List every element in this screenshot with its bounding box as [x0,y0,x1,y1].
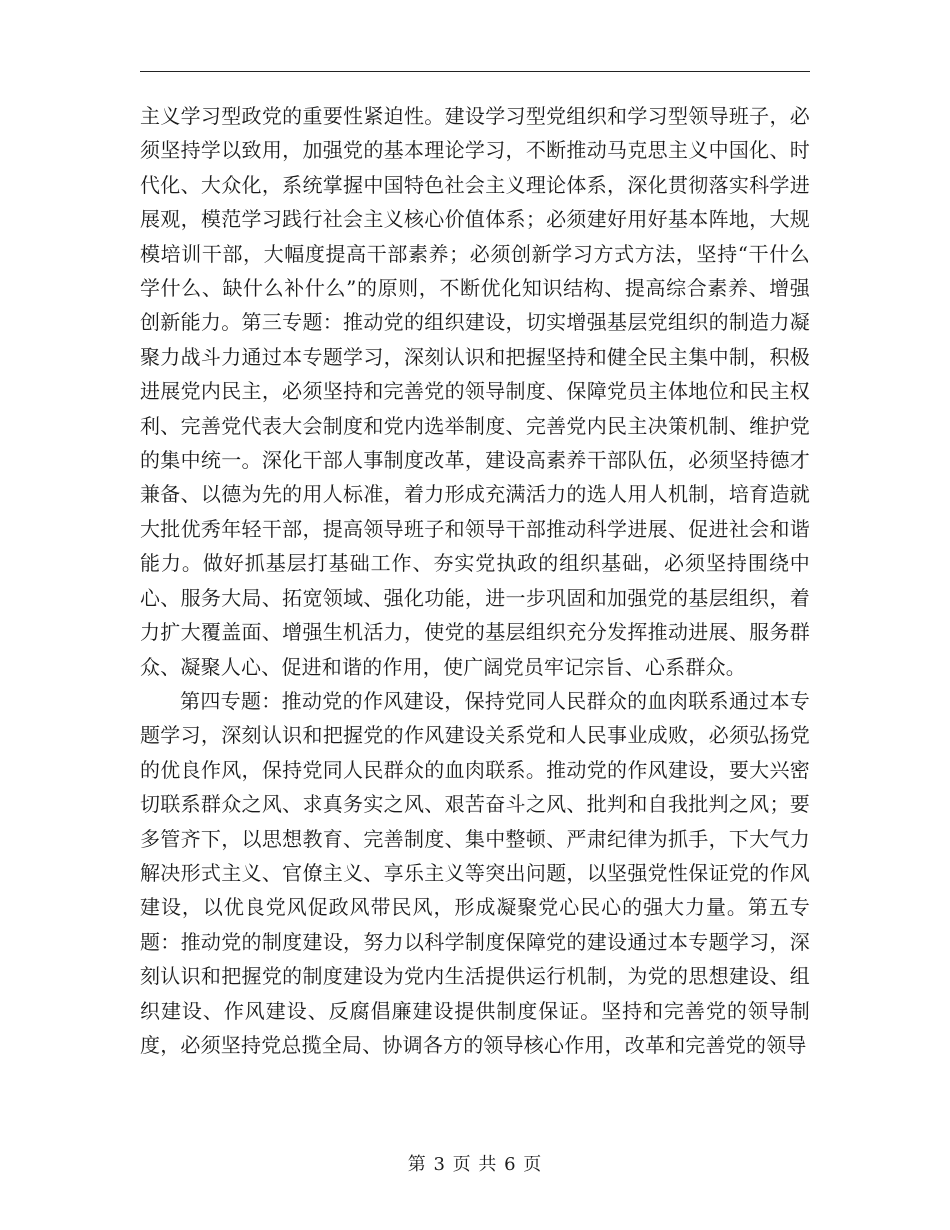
document-body [140,99,810,1062]
paragraph-1: 主义学习型政党的重要性紧迫性。建设学习型党组织和学习型领导班子，必须坚持学以致用，加强党的基本理论学习，不断推动马克思主义中国化、时代化、大众化，系统掌握中国特色社会主义理论体系，深化贯彻落实科学进展观，模范学习践行社会主义核心价值体系；必须建好用好基本阵地，大规模培训干部，大幅度提高干部素养；必须创新学习方式方法，坚持“干什么学什么、缺什么补什么”的原则，不断优化知识结构、提高综合素养、增强创新能力。第三专题：推动党的组织建设，切实增强基层党组织的制造力凝聚力战斗力通过本专题学习，深刻认识和把握坚持和健全民主集中制，积极进展党内民主，必须坚持和完善党的领导制度、保障党员主体地位和民主权利、完善党代表大会制度和党内选举制度、完善党内民主决策机制、维护党的集中统一。深化干部人事制度改革，建设高素养干部队伍，必须坚持德才兼备、以德为先的用人标准，着力形成充满活力的选人用人机制，培育造就大批优秀年轻干部，提高领导班子和领导干部推动科学进展、促进社会和谐能力。做好抓基层打基础工作、夯实党执政的组织基础，必须坚持围绕中心、服务大局、拓宽领域、强化功能，进一步巩固和加强党的基层组织，着力扩大覆盖面、增强生机活力，使党的基层组织充分发挥推动进展、服务群众、凝聚人心、促进和谐的作用，使广阔党员牢记宗旨、心系群众。 [140,104,810,679]
paragraph-2: 第四专题：推动党的作风建设，保持党同人民群众的血肉联系通过本专题学习，深刻认识和把握党的作风建设关系党和人民事业成败，必须弘扬党的优良作风，保持党同人民群众的血肉联系。推动党的作风建设，要大兴密切联系群众之风、求真务实之风、艰苦奋斗之风、批判和自我批判之风；要多管齐下，以思想教育、完善制度、集中整顿、严肃纪律为抓手，下大气力解决形式主义、官僚主义、享乐主义等突出问题，以坚强党性保证党的作风建设，以优良党风促政风带民风，形成凝聚党心民心的强大力量。第五专题：推动党的制度建设，努力以科学制度保障党的建设通过本专题学习，深刻认识和把握党的制度建设为党内生活提供运行机制，为党的思想建设、组织建设、作风建设、反腐倡廉建设提供制度保证。坚持和完善党的领导制度，必须坚持党总揽全局、协调各方的领导核心作用，改革和完善党的领导 [140,688,810,1057]
page-number: 第 3 页 共 6 页 [407,1154,543,1175]
header-rule [140,71,810,72]
